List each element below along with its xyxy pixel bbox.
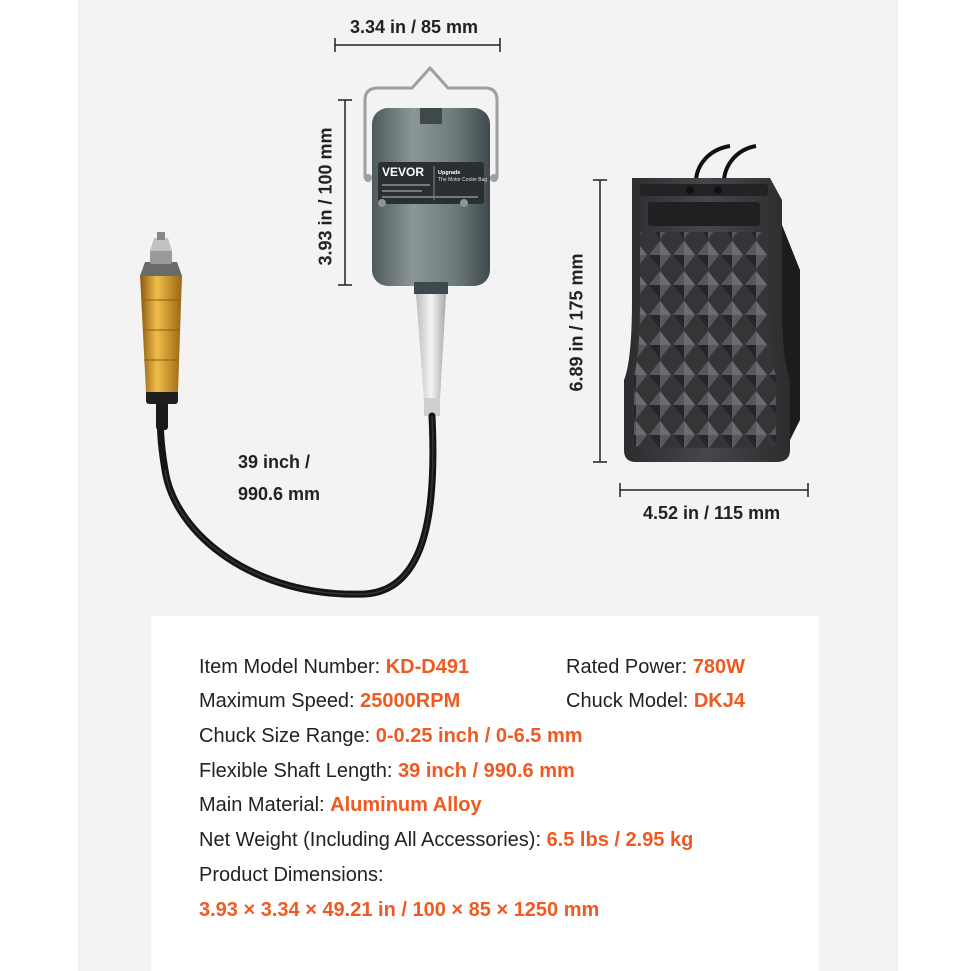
spec-value: 780W <box>692 656 745 678</box>
spec-value: DKJ4 <box>693 690 745 712</box>
spec-value: 25000RPM <box>360 690 461 712</box>
motor-body <box>364 108 498 294</box>
foot-pedal <box>624 178 790 462</box>
spec-label: Flexible Shaft Length: <box>199 760 399 782</box>
motor-width-dimension <box>335 38 500 52</box>
motor-height-label: 3.93 in / 100 mm <box>315 127 336 266</box>
motor-height-dimension <box>338 100 352 285</box>
pedal-cable-2 <box>724 146 756 182</box>
pedal-width-dimension <box>620 483 808 497</box>
spec-max-speed <box>199 690 460 713</box>
spec-chuck-model <box>566 690 745 713</box>
motor-brand-label: VEVOR <box>382 165 425 179</box>
pedal-width-label: 4.52 in / 115 mm <box>643 503 781 523</box>
spec-label: Rated Power: <box>566 656 693 678</box>
spec-value: 0-0.25 inch / 0-6.5 mm <box>375 725 583 747</box>
spec-label: Main Material: <box>199 794 331 816</box>
handpiece <box>140 232 182 430</box>
spec-item-model <box>199 656 469 679</box>
shaft-length-line-1: 39 inch / <box>238 452 311 472</box>
spec-value: 39 inch / 990.6 mm <box>398 760 575 782</box>
specifications-panel <box>151 616 819 971</box>
spec-value: 6.5 lbs / 2.95 kg <box>546 829 694 851</box>
spec-chuck-size <box>199 725 583 748</box>
spec-label: Item Model Number: <box>199 656 386 678</box>
spec-material <box>199 794 482 817</box>
shaft-length-label <box>238 446 320 510</box>
pedal-height-dimension <box>593 180 607 462</box>
spec-rated-power <box>566 656 745 679</box>
spec-shaft-length <box>199 760 575 783</box>
spec-label: Net Weight (Including All Accessories): <box>199 829 547 851</box>
spec-dimensions-label: Product Dimensions: <box>199 864 384 886</box>
spec-value: Aluminum Alloy <box>330 794 482 816</box>
shaft-sleeve <box>416 294 446 400</box>
motor-tagline-1: Upgrade <box>438 170 461 176</box>
motor-width-label: 3.34 in / 85 mm <box>350 17 479 37</box>
spec-net-weight <box>199 829 693 852</box>
spec-label: Chuck Size Range: <box>199 725 376 747</box>
spec-value: KD-D491 <box>385 656 470 678</box>
spec-dimensions-value: 3.93 × 3.34 × 49.21 in / 100 × 85 × 1250 mm <box>199 899 600 921</box>
shaft-length-line-2: 990.6 mm <box>238 484 321 504</box>
pedal-height-label: 6.89 in / 175 mm <box>566 253 587 392</box>
spec-label: Chuck Model: <box>566 690 694 712</box>
spec-label: Maximum Speed: <box>199 690 361 712</box>
motor-tagline-2: The Motor Cooler Bag <box>438 177 488 183</box>
